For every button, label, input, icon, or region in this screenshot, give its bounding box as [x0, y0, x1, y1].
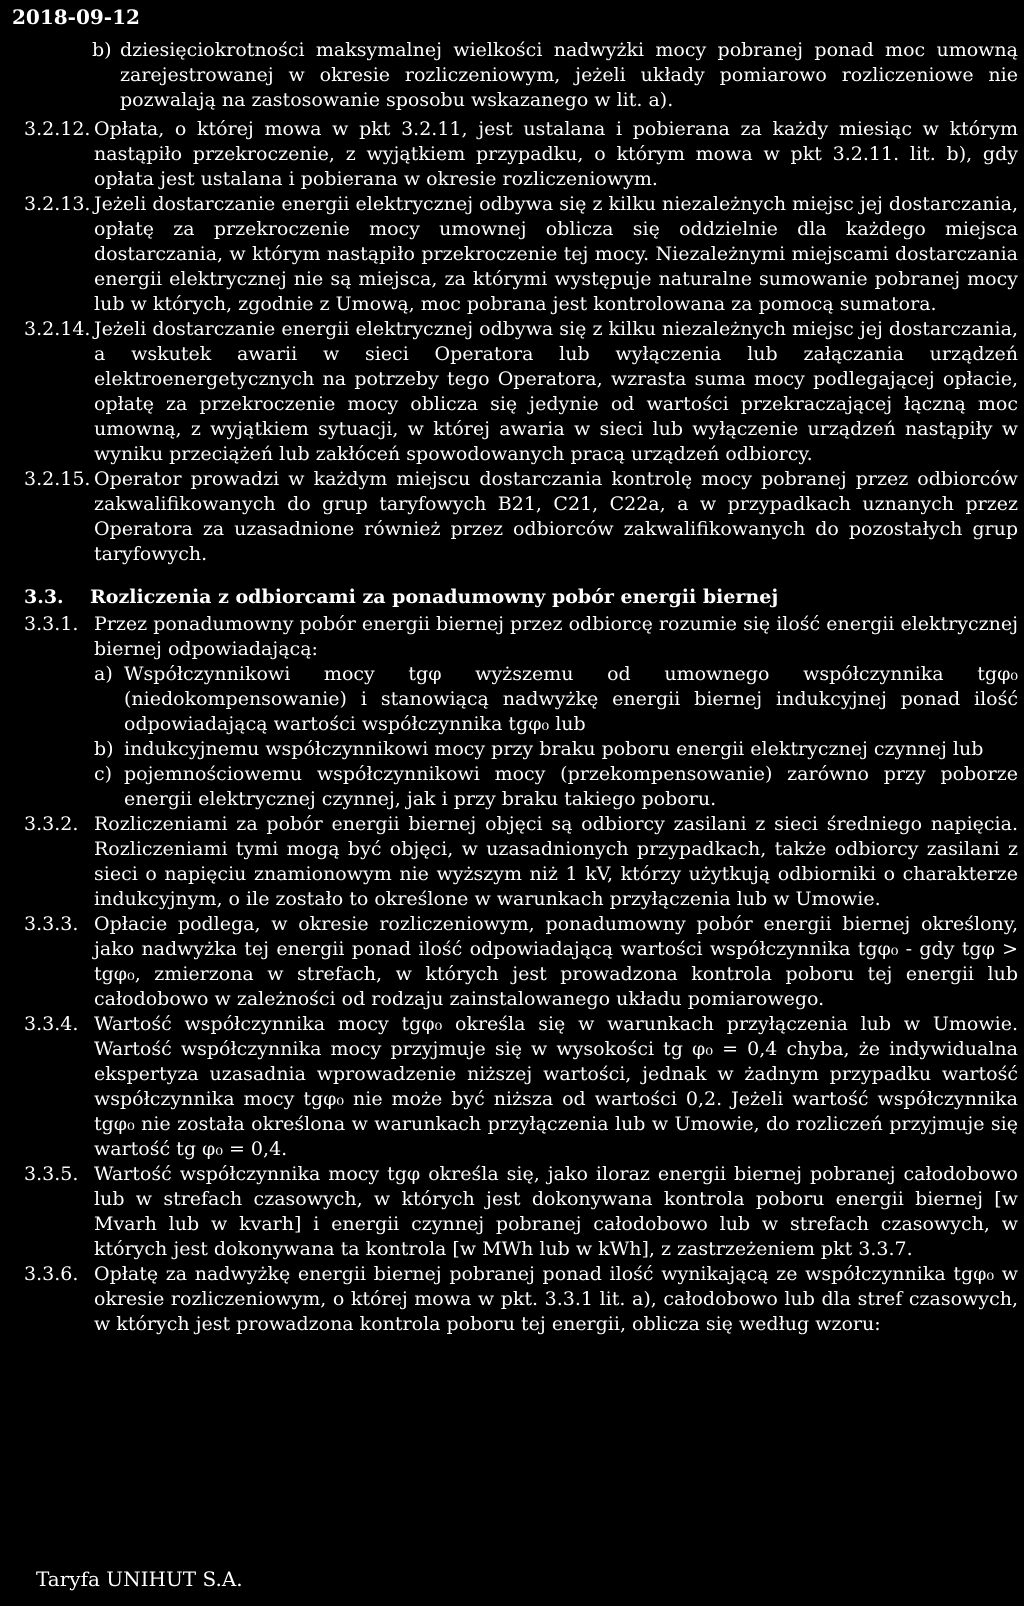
list-letter: c) [94, 763, 113, 785]
paragraph-number: 3.2.13. [24, 193, 91, 215]
list-item-c [94, 762, 1018, 812]
paragraph-3-3-4 [24, 1012, 1018, 1162]
paragraph-3-3-5 [24, 1162, 1018, 1262]
paragraph-number: 3.3.5. [24, 1163, 79, 1185]
footer-tariff-name: Taryfa UNIHUT S.A. [36, 1567, 243, 1591]
paragraph-number: 3.2.15. [24, 468, 91, 490]
paragraph-text: Opłatę za nadwyżkę energii biernej pobranej ponad ilość wynikającą ze współczynnika tgφ₀ w okresie rozliczeniowym, o której mowa w pkt. 3.3.1 lit. a), całodobowo lub dla stref czasowych, w których jest prowadzona kontrola poboru tej energii, oblicza się według wzoru: [94, 1263, 1018, 1335]
paragraph-number: 3.2.12. [24, 118, 91, 140]
list-item-a [94, 662, 1018, 737]
section-number: 3.3. [24, 586, 64, 608]
paragraph-3-3-6 [24, 1262, 1018, 1337]
list-item-text: indukcyjnemu współczynnikowi mocy przy braku poboru energii elektrycznej czynnej lub [124, 738, 984, 760]
paragraph-3-3-3 [24, 912, 1018, 1012]
paragraph-text: Przez ponadumowny pobór energii biernej przez odbiorcę rozumie się ilość energii elektrycznej biernej odpowiadającą: [94, 613, 1018, 660]
paragraph-text: Jeżeli dostarczanie energii elektrycznej odbywa się z kilku niezależnych miejsc jej dostarczania, opłatę za przekroczenie mocy umownej oblicza się oddzielnie dla każdego miejsca dostarczania, w którym nastąpiło przekroczenie tej mocy. Niezależnymi miejscami dostarczania energii elektrycznej nie są miejsca, za którymi występuje naturalne sumowanie pobranej mocy lub w których, zgodnie z Umową, moc pobrana jest kontrolowana za pomocą sumatora. [94, 193, 1018, 315]
paragraph-text: Opłacie podlega, w okresie rozliczeniowym, ponadumowny pobór energii biernej określony, jako nadwyżka tej energii ponad ilość odpowiadającą wartości współczynnika tgφ₀ - gdy tgφ > tgφ₀, zmierzona w strefach, w których jest prowadzona kontrola poboru tej energii lub całodobowo w zależności od rodzaju zainstalowanego układu pomiarowego. [94, 913, 1018, 1010]
paragraph-text: dziesięciokrotności maksymalnej wielkości nadwyżki mocy pobranej ponad moc umowną zarejestrowanej w okresie rozliczeniowym, jeżeli układy pomiarowo rozliczeniowe nie pozwalają na zastosowanie sposobu wskazanego w lit. a). [120, 39, 1018, 111]
document-body [24, 38, 1018, 1337]
paragraph-3-2-12 [24, 117, 1018, 192]
list-letter: b) [94, 738, 114, 760]
list-letter: b) [92, 39, 112, 61]
section-heading [24, 585, 1018, 610]
paragraph-number: 3.3.6. [24, 1263, 79, 1285]
paragraph-3-3-1 [24, 612, 1018, 662]
paragraph-text: Jeżeli dostarczanie energii elektrycznej odbywa się z kilku niezależnych miejsc jej dostarczania, a wskutek awarii w sieci Operatora lub wyłączenia lub załączania urządzeń elektroenergetycznych na potrzeby tego Operatora, wzrasta suma mocy podlegającej opłacie, opłatę za przekroczenie mocy oblicza się jedynie od wartości przekraczającej łączną moc umowną, z wyjątkiem sytuacji, w której awaria w sieci lub wyłączenie urządzeń nastąpiły w wyniku przeciążeń lub zakłóceń spowodowanych pracą urządzeń odbiorcy. [94, 318, 1018, 465]
paragraph-text: Operator prowadzi w każdym miejscu dostarczania kontrolę mocy pobranej przez odbiorców zakwalifikowanych do grup taryfowych B21, C21, C22a, a w przypadkach uznanych przez Operatora za uzasadnione również przez odbiorców zakwalifikowanych do pozostałych grup taryfowych. [94, 468, 1018, 565]
list-item-text: pojemnościowemu współczynnikowi mocy (przekompensowanie) zarówno przy poborze energii elektrycznej czynnej, jak i przy braku takiego poboru. [124, 763, 1018, 810]
paragraph-3-3-2 [24, 812, 1018, 912]
paragraph-text: Wartość współczynnika mocy tgφ określa się, jako iloraz energii biernej pobranej całodobowo lub w strefach czasowych, w których jest dokonywana kontrola poboru energii biernej [w Mvarh lub w kvarh] i energii czynnej pobranej całodobowo lub w strefach czasowych, w których jest dokonywana ta kontrola [w MWh lub w kWh], z zastrzeżeniem pkt 3.3.7. [94, 1163, 1018, 1260]
document-date: 2018-09-12 [12, 5, 140, 29]
list-item-text: Współczynnikowi mocy tgφ wyższemu od umownego współczynnika tgφ₀ (niedokompensowanie) i stanowiącą nadwyżkę energii biernej indukcyjnej ponad ilość odpowiadającą wartości współczynnika tgφ₀ lub [124, 663, 1018, 735]
paragraph-3-2-13 [24, 192, 1018, 317]
paragraph-text: Wartość współczynnika mocy tgφ₀ określa się w warunkach przyłączenia lub w Umowie. Wartość współczynnika mocy przyjmuje się w wysokości tg φ₀ = 0,4 chyba, że indywidualna ekspertyza uzasadnia wprowadzenie niższej wartości, jednak w żadnym przypadku wartość współczynnika mocy tgφ₀ nie może być niższa od wartości 0,2. Jeżeli wartość współczynnika tgφ₀ nie została określona w warunkach przyłączenia lub w Umowie, do rozliczeń przyjmuje się wartość tg φ₀ = 0,4. [94, 1013, 1018, 1160]
paragraph-3-2-15 [24, 467, 1018, 567]
paragraph-text: Opłata, o której mowa w pkt 3.2.11, jest ustalana i pobierana za każdy miesiąc w którym nastąpiło przekroczenie, z wyjątkiem przypadku, o którym mowa w pkt 3.2.11. lit. b), gdy opłata jest ustalana i pobierana w okresie rozliczeniowym. [94, 118, 1018, 190]
paragraph-text: Rozliczeniami za pobór energii biernej objęci są odbiorcy zasilani z sieci średniego napięcia. Rozliczeniami tymi mogą być objęci, w uzasadnionych przypadkach, także odbiorcy zasilani z sieci o napięciu znamionowym nie wyższym niż 1 kV, którzy użytkują odbiorniki o charakterze indukcyjnym, o ile zostało to określone w warunkach przyłączenia lub w Umowie. [94, 813, 1018, 910]
paragraph-number: 3.3.1. [24, 613, 79, 635]
section-title: Rozliczenia z odbiorcami za ponadumowny pobór energii biernej [90, 586, 779, 608]
list-letter: a) [94, 663, 113, 685]
paragraph-3-2-14 [24, 317, 1018, 467]
paragraph-number: 3.3.3. [24, 913, 79, 935]
paragraph-number: 3.3.4. [24, 1013, 79, 1035]
list-item-b-continuation [92, 38, 1018, 113]
paragraph-number: 3.3.2. [24, 813, 79, 835]
list-item-b [94, 737, 1018, 762]
paragraph-number: 3.2.14. [24, 318, 91, 340]
